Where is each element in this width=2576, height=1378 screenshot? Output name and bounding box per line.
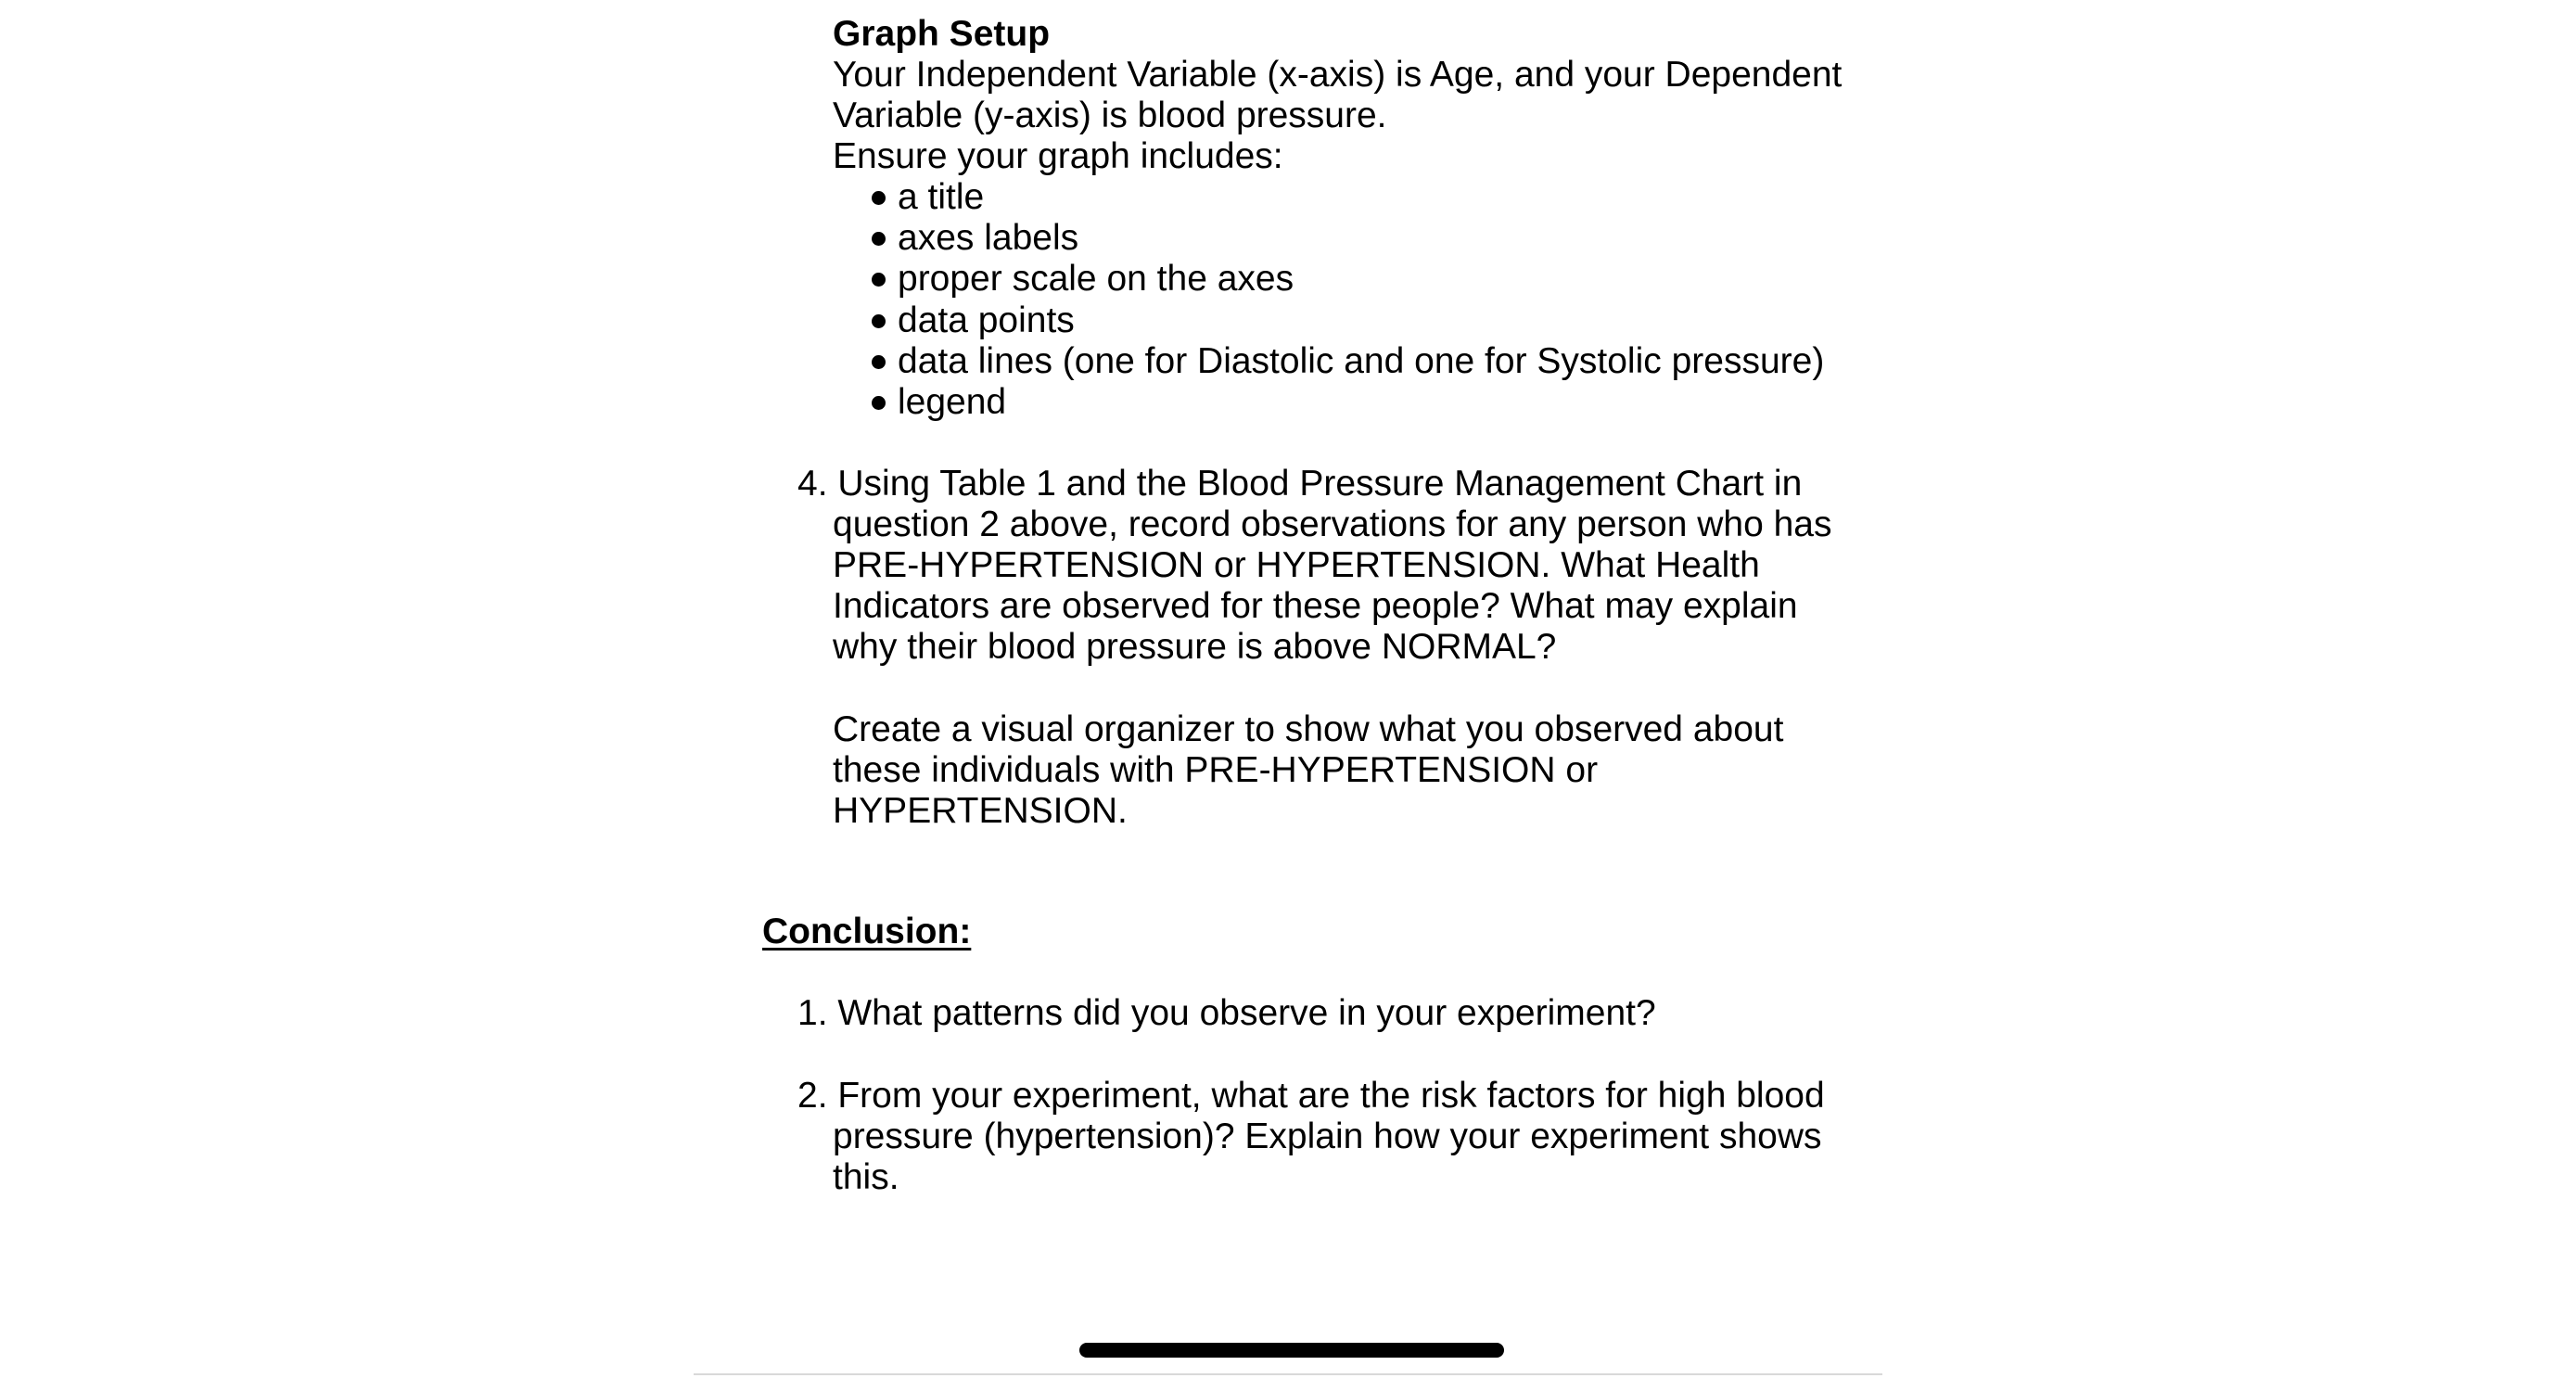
bullet-icon: [872, 273, 886, 287]
bullet-icon: [872, 232, 886, 246]
question-4-line: question 2 above, record observations for any person who has: [833, 504, 1832, 544]
conclusion-question-2-line: pressure (hypertension)? Explain how your experiment shows: [833, 1116, 1822, 1156]
list-item: axes labels: [898, 218, 1079, 258]
graph-setup-line: Variable (y-axis) is blood pressure.: [833, 96, 1387, 135]
list-item: proper scale on the axes: [898, 259, 1294, 299]
bullet-icon: [872, 314, 886, 328]
organizer-line: these individuals with PRE-HYPERTENSION or: [833, 750, 1599, 790]
question-4-line: 4. Using Table 1 and the Blood Pressure Management Chart in: [797, 464, 1803, 504]
conclusion-question-2-line: this.: [833, 1157, 899, 1197]
list-item: legend: [898, 382, 1007, 422]
question-4-line: why their blood pressure is above NORMAL?: [833, 627, 1557, 667]
list-item: data lines (one for Diastolic and one for Systolic pressure): [898, 341, 1825, 381]
list-item: a title: [898, 177, 985, 217]
graph-setup-line: Ensure your graph includes:: [833, 136, 1283, 176]
conclusion-question-2-line: 2. From your experiment, what are the risk factors for high blood: [797, 1076, 1825, 1116]
conclusion-question-1: 1. What patterns did you observe in your experiment?: [797, 993, 1656, 1033]
question-4-line: Indicators are observed for these people? What may explain: [833, 586, 1798, 626]
list-item: data points: [898, 300, 1075, 340]
question-4-line: PRE-HYPERTENSION or HYPERTENSION. What Health: [833, 545, 1760, 585]
bullet-icon: [872, 355, 886, 369]
conclusion-heading: Conclusion:: [762, 912, 972, 951]
home-indicator[interactable]: [1079, 1343, 1504, 1358]
organizer-line: Create a visual organizer to show what you observed about: [833, 709, 1784, 749]
bullet-icon: [872, 191, 886, 205]
graph-setup-heading: Graph Setup: [833, 14, 1051, 54]
bullet-icon: [872, 396, 886, 410]
organizer-line: HYPERTENSION.: [833, 791, 1128, 831]
page-bottom-divider: [694, 1373, 1882, 1375]
graph-setup-line: Your Independent Variable (x-axis) is Age, and your Dependent: [833, 55, 1843, 95]
